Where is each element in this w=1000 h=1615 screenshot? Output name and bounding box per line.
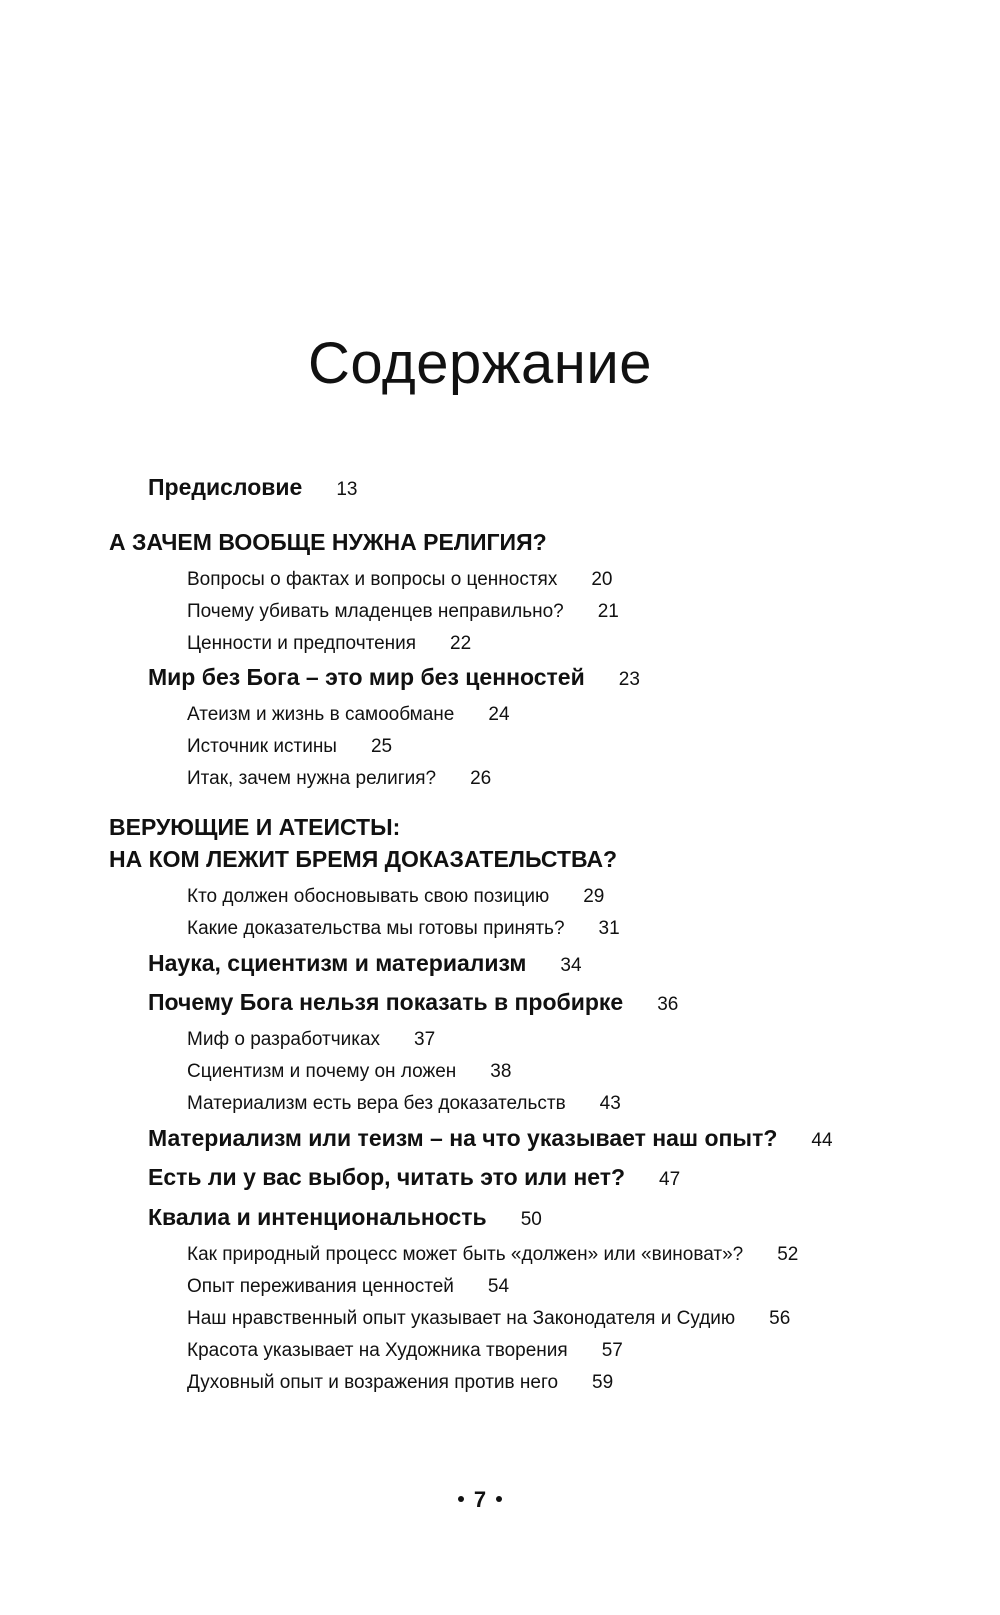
toc-subentry <box>187 1341 623 1360</box>
toc-subentry <box>187 919 620 938</box>
toc-entry-page: 36 <box>657 994 679 1015</box>
toc-part-heading-line2: НА КОМ ЛЕЖИТ БРЕМЯ ДОКАЗАТЕЛЬСТВА? <box>109 846 618 872</box>
toc-entry-label: Опыт переживания ценностей <box>187 1276 454 1297</box>
page-number-footer <box>0 1487 960 1513</box>
toc-part-heading-line1: ВЕРУЮЩИЕ И АТЕИСТЫ: <box>109 814 401 840</box>
toc-subentry <box>187 769 491 788</box>
toc-entry-label: Красота указывает на Художника творения <box>187 1340 568 1361</box>
toc-subentry <box>187 705 510 724</box>
toc-part-heading: А ЗАЧЕМ ВООБЩЕ НУЖНА РЕЛИГИЯ? <box>109 529 547 555</box>
toc-subentry <box>187 1062 511 1081</box>
toc-chapter <box>148 1127 833 1150</box>
toc-entry-label: Материализм или теизм – на что указывает наш опыт? <box>148 1125 778 1151</box>
toc-entry-page: 31 <box>598 918 620 939</box>
toc-entry-label: Почему убивать младенцев неправильно? <box>187 601 564 622</box>
toc-entry-page: 43 <box>599 1093 621 1114</box>
toc-entry-label: Мир без Бога – это мир без ценностей <box>148 664 585 690</box>
toc-entry-label: Почему Бога нельзя показать в пробирке <box>148 989 624 1015</box>
toc-entry-label: Атеизм и жизнь в самообмане <box>187 704 455 725</box>
toc-entry-page: 38 <box>490 1061 512 1082</box>
toc-entry-page: 21 <box>597 601 619 622</box>
toc-entry-label: Наш нравственный опыт указывает на Законодателя и Судию <box>187 1308 736 1329</box>
toc-subentry <box>187 1309 790 1328</box>
toc-subentry <box>187 1373 613 1392</box>
toc-entry-label: Предисловие <box>148 474 303 500</box>
toc-chapter <box>148 952 582 975</box>
toc-entry-label: Материализм есть вера без доказательств <box>187 1093 566 1114</box>
toc-entry-page: 25 <box>370 736 393 757</box>
toc-subentry <box>187 1277 509 1296</box>
toc-entry-label: Итак, зачем нужна религия? <box>187 768 437 789</box>
toc-entry-label: Какие доказательства мы готовы принять? <box>187 918 565 939</box>
toc-entry-page: 20 <box>591 569 613 590</box>
toc-entry-page: 37 <box>414 1029 436 1050</box>
toc-entry-label: Источник истины <box>187 736 337 757</box>
page-number: 7 <box>473 1487 487 1512</box>
toc-entry-page: 50 <box>520 1209 542 1230</box>
toc-entry-page: 57 <box>601 1340 623 1361</box>
toc-entry-page: 34 <box>560 955 582 976</box>
toc-entry-label: Кто должен обосновывать свою позицию <box>187 886 550 907</box>
toc-entry-label: Наука, сциентизм и материализм <box>148 950 527 976</box>
toc-chapter <box>148 1206 542 1229</box>
toc-chapter <box>148 666 640 689</box>
toc-entry-label: Миф о разработчиках <box>187 1029 381 1050</box>
toc-entry-page: 56 <box>769 1308 791 1329</box>
bullet-dot-icon <box>458 1496 464 1502</box>
toc-entry-page: 54 <box>487 1276 510 1297</box>
toc-entry-page: 24 <box>488 704 510 725</box>
toc-entry-page: 26 <box>470 768 492 789</box>
toc-entry-page: 23 <box>618 669 640 690</box>
toc-entry-page: 44 <box>811 1130 833 1151</box>
page-title: Содержание <box>308 331 652 396</box>
toc-subentry <box>187 634 471 653</box>
toc-entry-label: Духовный опыт и возражения против него <box>187 1372 559 1393</box>
toc-chapter <box>148 991 678 1014</box>
toc-entry-label: Сциентизм и почему он ложен <box>187 1061 457 1082</box>
toc-subentry <box>187 887 604 906</box>
toc-subentry <box>187 570 612 589</box>
toc-entry-label: Ценности и предпочтения <box>187 633 417 654</box>
toc-entry-page: 29 <box>583 886 605 907</box>
toc-subentry <box>187 1030 435 1049</box>
toc-entry-label: Как природный процесс может быть «должен» или «виноват»? <box>187 1244 744 1265</box>
toc-entry-page: 59 <box>592 1372 614 1393</box>
bullet-dot-icon <box>496 1496 502 1502</box>
toc-entry-label: Квалиа и интенциональность <box>148 1204 487 1230</box>
toc-entry-page: 13 <box>336 479 358 500</box>
toc-entry-page: 47 <box>659 1169 681 1190</box>
toc-entry-preface <box>148 476 357 499</box>
toc-entry-label: Есть ли у вас выбор, читать это или нет? <box>148 1164 626 1190</box>
toc-subentry <box>187 1094 621 1113</box>
toc-subentry <box>187 602 619 621</box>
toc-entry-page: 52 <box>777 1244 799 1265</box>
toc-entry-page: 22 <box>450 633 472 654</box>
toc-subentry <box>187 737 392 756</box>
toc-chapter <box>148 1166 680 1189</box>
toc-entry-label: Вопросы о фактах и вопросы о ценностях <box>187 569 558 590</box>
toc-subentry <box>187 1245 798 1264</box>
